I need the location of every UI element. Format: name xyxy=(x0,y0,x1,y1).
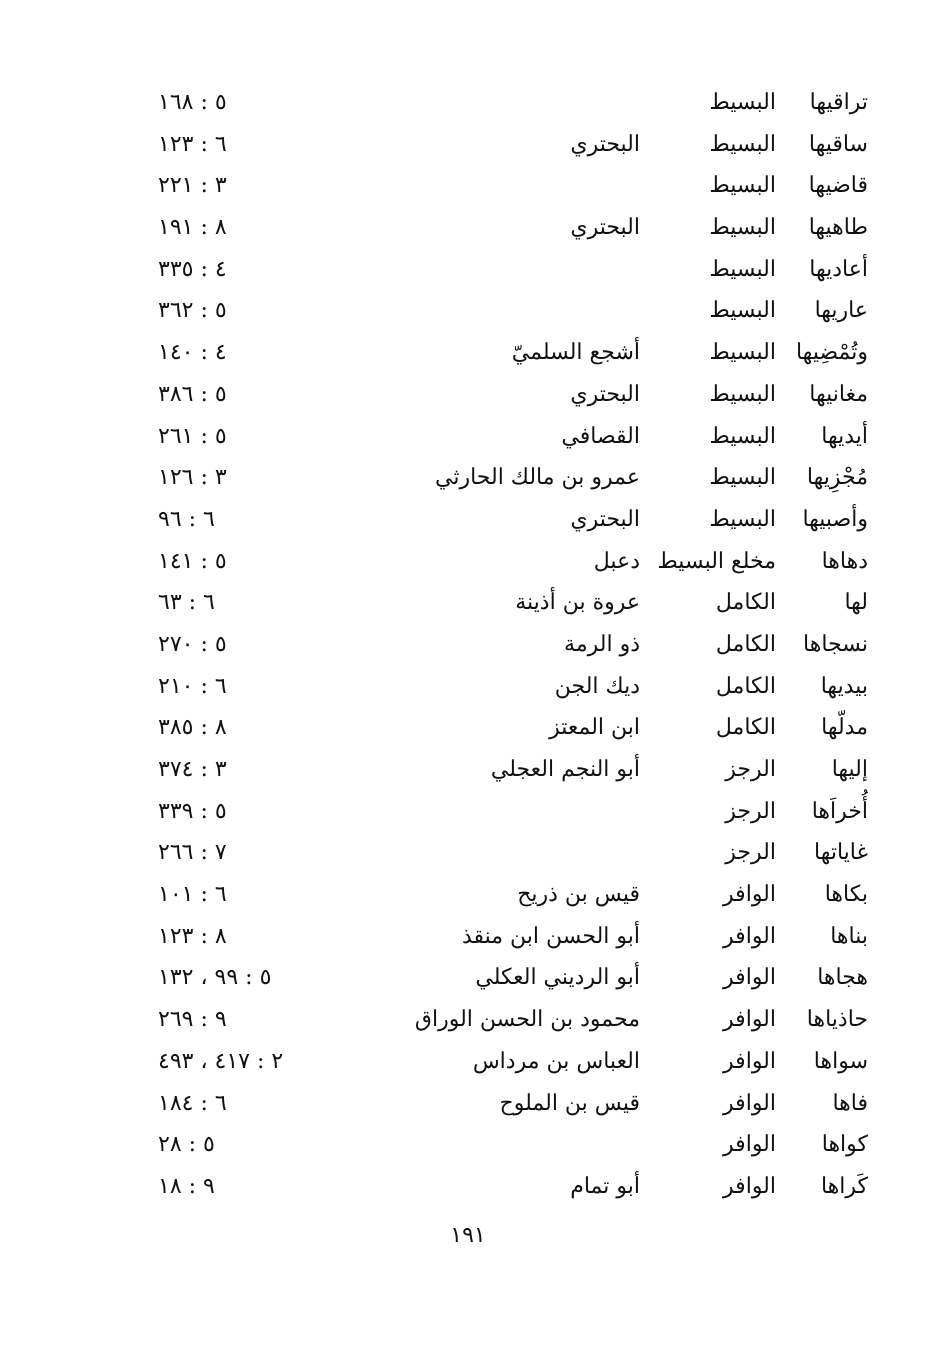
rhyme-cell: كواها xyxy=(821,1132,868,1158)
reference-cell: ٥ : ٣٦٢ xyxy=(158,298,227,324)
poet-cell: أبو تمام xyxy=(570,1173,640,1199)
rhyme-cell: مُجْزِيها xyxy=(806,465,868,491)
table-row xyxy=(0,124,936,166)
reference-cell: ٩ : ١٨ xyxy=(158,1173,215,1199)
meter-cell: البسيط xyxy=(709,506,776,532)
table-row xyxy=(0,1124,936,1166)
table-row xyxy=(0,457,936,499)
poet-cell: البحتري xyxy=(570,215,640,241)
table-row xyxy=(0,999,936,1041)
reference-cell: ٥ : ٢٨ xyxy=(158,1132,215,1158)
reference-cell: ٣ : ٣٧٤ xyxy=(158,757,227,782)
reference-cell: ٦ : ١٠١ xyxy=(158,882,227,908)
table-row xyxy=(0,249,936,291)
reference-cell: ٣ : ١٢٦ xyxy=(158,465,227,491)
meter-cell: الكامل xyxy=(715,631,776,657)
reference-cell: ٥ : ٢٦١ xyxy=(158,423,227,449)
reference-cell: ٦ : ٢١٠ xyxy=(158,673,227,699)
poet-cell: البحتري xyxy=(570,381,640,407)
rhyme-cell: مدلّها xyxy=(821,715,868,741)
meter-cell: البسيط xyxy=(709,90,776,115)
meter-cell: البسيط xyxy=(709,340,776,366)
poet-cell: أبو النجم العجلي xyxy=(490,757,640,782)
meter-cell: الكامل xyxy=(715,590,776,616)
poet-cell: البحتري xyxy=(570,506,640,532)
rhyme-cell: حاذياها xyxy=(806,1007,868,1033)
meter-cell: البسيط xyxy=(709,131,776,157)
rhyme-cell: قاضيها xyxy=(808,173,868,199)
reference-cell: ٩ : ٢٦٩ xyxy=(158,1007,227,1033)
poet-cell: قيس بن الملوح xyxy=(499,1090,640,1116)
rhyme-cell: ساقيها xyxy=(808,131,868,157)
table-row xyxy=(0,416,936,458)
meter-cell: البسيط xyxy=(709,423,776,449)
table-row xyxy=(0,499,936,541)
meter-cell: البسيط xyxy=(709,173,776,199)
reference-cell: ٦ : ١٨٤ xyxy=(158,1090,227,1116)
reference-cell: ٧ : ٢٦٦ xyxy=(158,840,227,866)
poet-cell: البحتري xyxy=(570,131,640,157)
meter-cell: الرجز xyxy=(725,757,776,782)
meter-cell: البسيط xyxy=(709,298,776,324)
rhyme-cell: بناها xyxy=(830,923,868,949)
rhyme-cell: أيديها xyxy=(821,423,868,449)
meter-cell: الرجز xyxy=(725,840,776,866)
reference-cell: ٢ : ٤١٧ ، ٤٩٣ xyxy=(158,1048,284,1074)
rhyme-cell: بيديها xyxy=(820,673,868,699)
rhyme-cell: أعاديها xyxy=(809,256,868,282)
rhyme-cell: عاريها xyxy=(814,298,868,324)
reference-cell: ٣ : ٢٢١ xyxy=(158,173,227,199)
poet-cell: ديك الجن xyxy=(554,673,640,699)
meter-cell: البسيط xyxy=(709,465,776,491)
table-row xyxy=(0,1041,936,1083)
meter-cell: الكامل xyxy=(715,715,776,741)
table-row xyxy=(0,207,936,249)
table-row xyxy=(0,624,936,666)
rhyme-cell: تراقيها xyxy=(809,90,868,115)
rhyme-cell: أُخراَها xyxy=(811,798,868,824)
table-row xyxy=(0,749,936,791)
reference-cell: ٦ : ١٢٣ xyxy=(158,131,227,157)
poet-cell: أبو الرديني العكلي xyxy=(475,965,640,991)
meter-cell: البسيط xyxy=(709,381,776,407)
poet-cell: عروة بن أذينة xyxy=(515,590,640,616)
table-row xyxy=(0,332,936,374)
poet-cell: قيس بن ذريح xyxy=(517,882,640,908)
meter-cell: الوافر xyxy=(723,923,776,949)
table-row xyxy=(0,82,936,124)
table-row xyxy=(0,582,936,624)
table-row xyxy=(0,541,936,583)
meter-cell: الوافر xyxy=(723,1173,776,1199)
rhyme-cell: دهاها xyxy=(821,548,868,574)
rhyme-cell: هجاها xyxy=(817,965,868,991)
reference-cell: ٤ : ٣٣٥ xyxy=(158,256,227,282)
rhyme-cell: نسجاها xyxy=(803,631,868,657)
table-row xyxy=(0,832,936,874)
meter-cell: الكامل xyxy=(715,673,776,699)
poet-cell: القصافي xyxy=(561,423,640,449)
meter-cell: البسيط xyxy=(709,256,776,282)
reference-cell: ٨ : ١٩١ xyxy=(158,215,227,241)
meter-cell: مخلع البسيط xyxy=(657,548,776,574)
meter-cell: الوافر xyxy=(723,1007,776,1033)
table-row xyxy=(0,165,936,207)
reference-cell: ٥ : ١٦٨ xyxy=(158,90,227,115)
meter-cell: الوافر xyxy=(723,882,776,908)
reference-cell: ٥ : ١٤١ xyxy=(158,548,227,574)
table-row xyxy=(0,874,936,916)
poet-cell: أبو الحسن ابن منقذ xyxy=(461,923,640,949)
table-row xyxy=(0,791,936,833)
meter-cell: الوافر xyxy=(723,1090,776,1116)
reference-cell: ٥ : ٣٨٦ xyxy=(158,381,227,407)
rhyme-cell: غاياتها xyxy=(813,840,868,866)
meter-cell: الوافر xyxy=(723,1048,776,1074)
reference-cell: ٦ : ٦٣ xyxy=(158,590,215,616)
poet-cell: عمرو بن مالك الحارثي xyxy=(435,465,640,491)
reference-cell: ٦ : ٩٦ xyxy=(158,506,215,532)
poet-cell: محمود بن الحسن الوراق xyxy=(414,1007,640,1033)
reference-cell: ٨ : ٣٨٥ xyxy=(158,715,227,741)
rhyme-cell: بكاها xyxy=(824,882,868,908)
meter-cell: البسيط xyxy=(709,215,776,241)
poet-cell: العباس بن مرداس xyxy=(472,1048,640,1074)
rhyme-cell: لها xyxy=(844,590,868,616)
reference-cell: ٥ : ٩٩ ، ١٣٢ xyxy=(158,965,272,991)
rhyme-cell: إليها xyxy=(831,757,868,782)
poet-cell: ذو الرمة xyxy=(564,631,640,657)
meter-cell: الوافر xyxy=(723,1132,776,1158)
table-row xyxy=(0,374,936,416)
table-row xyxy=(0,1083,936,1125)
reference-cell: ٤ : ١٤٠ xyxy=(158,340,227,366)
rhyme-cell: وتُمْضِيها xyxy=(795,340,868,366)
reference-cell: ٥ : ٣٣٩ xyxy=(158,798,227,824)
rhyme-cell: وأصبيها xyxy=(802,506,868,532)
rhyme-cell: مغانيها xyxy=(809,381,868,407)
index-table xyxy=(0,82,936,1208)
rhyme-cell: فاها xyxy=(832,1090,868,1116)
reference-cell: ٥ : ٢٧٠ xyxy=(158,631,227,657)
table-row xyxy=(0,957,936,999)
poet-cell: ابن المعتز xyxy=(549,715,640,741)
table-row xyxy=(0,916,936,958)
reference-cell: ٨ : ١٢٣ xyxy=(158,923,227,949)
meter-cell: الوافر xyxy=(723,965,776,991)
rhyme-cell: كَراها xyxy=(820,1173,868,1199)
rhyme-cell: طاهيها xyxy=(808,215,868,241)
table-row xyxy=(0,666,936,708)
page-number: ١٩١ xyxy=(450,1223,486,1248)
meter-cell: الرجز xyxy=(725,798,776,824)
table-row xyxy=(0,290,936,332)
poet-cell: دعبل xyxy=(593,548,640,574)
rhyme-cell: سواها xyxy=(813,1048,868,1074)
table-row xyxy=(0,1166,936,1208)
table-row xyxy=(0,707,936,749)
poet-cell: أشجع السلميّ xyxy=(511,340,640,366)
